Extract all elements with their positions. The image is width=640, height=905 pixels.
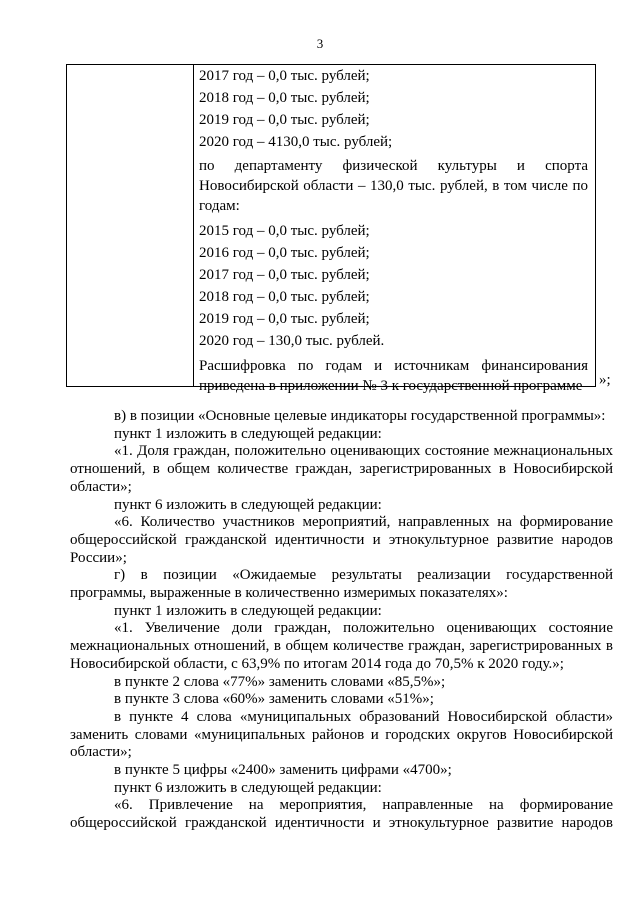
table-line: 2017 год – 0,0 тыс. рублей; <box>199 68 370 84</box>
table-line: 2019 год – 0,0 тыс. рублей; <box>199 112 370 128</box>
paragraph-quote: «1. Увеличение доли граждан, положительно оценивающих состояние межнациональных отношений, в общем количестве граждан, зарегистрированных в Новосибирской области, с 63,9% по итогам 2014 года до 70,5% к 2020 году.»; <box>70 620 613 672</box>
paragraph: пункт 6 изложить в следующей редакции: <box>114 496 382 513</box>
table-line: 2018 год – 0,0 тыс. рублей; <box>199 90 370 106</box>
paragraph: в пункте 4 слова «муниципальных образований Новосибирской области» заменить словами «муниципальных районов и городских округов Новосибирской области»; <box>70 708 613 761</box>
paragraph: в пункте 5 цифры «2400» заменить цифрами «4700»; <box>114 762 452 779</box>
table-line-appendix-note: Расшифровка по годам и источникам финансирования приведена в приложении № 3 к государственной программе <box>199 358 588 394</box>
paragraph-quote: «6. Привлечение на мероприятия, направленные на формирование общероссийской гражданской идентичности и этнокультурное развитие народов <box>70 797 613 832</box>
table-line: 2020 год – 4130,0 тыс. рублей; <box>199 134 393 150</box>
paragraph: в пункте 2 слова «77%» заменить словами «85,5%»; <box>114 673 446 690</box>
closing-quote: »; <box>599 372 611 388</box>
table-line: 2020 год – 130,0 тыс. рублей. <box>199 333 385 349</box>
paragraph-g: г) в позиции «Ожидаемые результаты реализации государственной программы, выраженные в количественно измеримых показателях»: <box>70 567 613 602</box>
paragraph-quote: «1. Доля граждан, положительно оценивающих состояние межнациональных отношений, в общем количестве граждан, зарегистрированных в Новосибирской области»; <box>70 443 613 495</box>
body-text <box>70 408 613 833</box>
table-cell-financing <box>199 65 588 396</box>
table-line: 2017 год – 0,0 тыс. рублей; <box>199 267 370 283</box>
table-line-department: по департаменту физической культуры и спорта Новосибирской области – 130,0 тыс. рублей, в том числе по годам: <box>199 158 588 214</box>
table-line: 2018 год – 0,0 тыс. рублей; <box>199 289 370 305</box>
passport-table <box>66 64 596 394</box>
paragraph: пункт 1 изложить в следующей редакции: <box>114 425 382 442</box>
page-number: 3 <box>316 36 324 51</box>
paragraph-v: в) в позиции «Основные целевые индикаторы государственной программы»: <box>114 408 606 424</box>
paragraph: пункт 1 изложить в следующей редакции: <box>114 602 382 619</box>
paragraph-quote: «6. Количество участников мероприятий, направленных на формирование общероссийской гражданской идентичности и этнокультурное развитие народов России»; <box>70 514 613 566</box>
paragraph: в пункте 3 слова «60%» заменить словами «51%»; <box>114 691 434 708</box>
table-line: 2015 год – 0,0 тыс. рублей; <box>199 223 370 239</box>
table-line: 2016 год – 0,0 тыс. рублей; <box>199 245 370 261</box>
paragraph: пункт 6 изложить в следующей редакции: <box>114 779 382 796</box>
table-line: 2019 год – 0,0 тыс. рублей; <box>199 311 370 327</box>
table-column-divider <box>193 65 194 386</box>
